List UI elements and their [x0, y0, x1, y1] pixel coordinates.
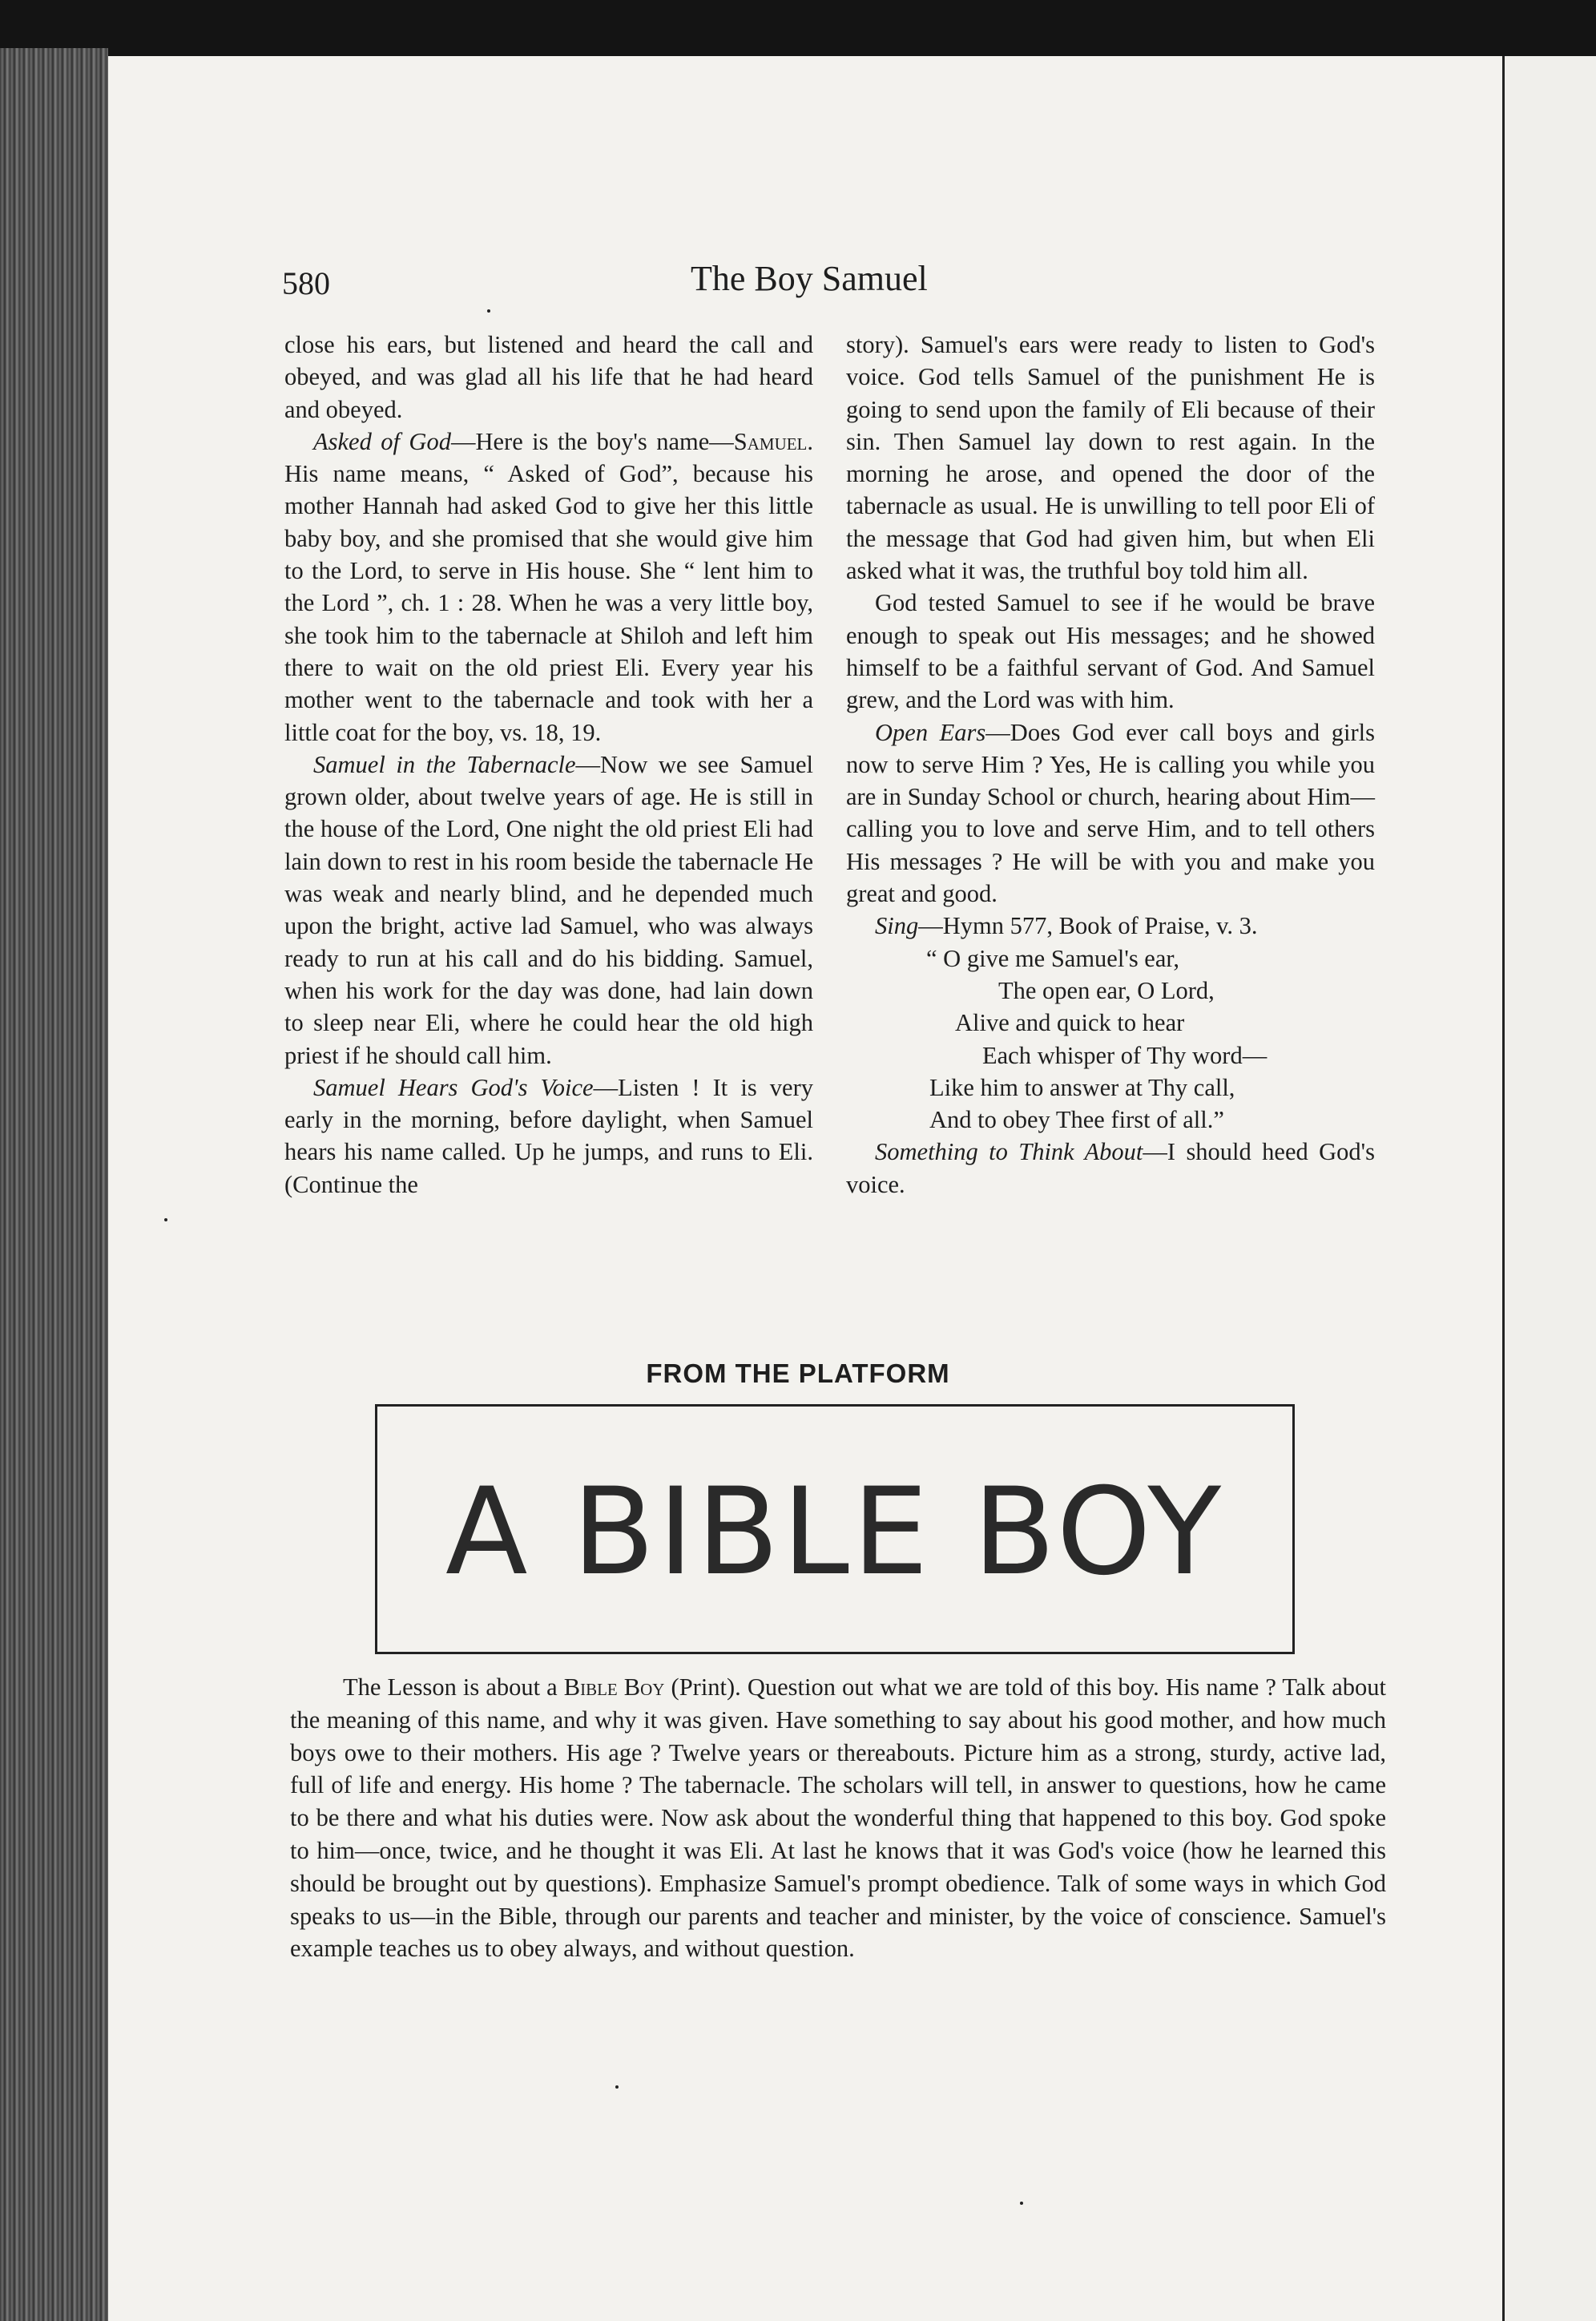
- print-speck: [1020, 2202, 1023, 2205]
- page-number: 580: [282, 265, 330, 301]
- section-heading: Open Ears: [875, 718, 986, 746]
- section-heading: Asked of God: [313, 427, 451, 455]
- bible-boy-term: Bible Boy: [563, 1673, 665, 1701]
- print-speck: [615, 2085, 619, 2089]
- paragraph: Samuel Hears God's Voice—Listen ! It is very early in the morning, before daylight, when Samuel hears his name called. Up he jumps, and runs to Eli. (Continue the: [284, 1073, 813, 1198]
- hymn-line: “ O give me Samuel's ear,: [926, 944, 1179, 972]
- paragraph: Open Ears—Does God ever call boys and girls now to serve Him ? Yes, He is calling you while you are in Sunday School or church, hearing about Him—calling you to love and serve Him, and to tell others His messages ? He will be with you and make you great and good.: [846, 718, 1376, 908]
- paragraph: Sing—Hymn 577, Book of Praise, v. 3.: [875, 912, 1258, 940]
- blackboard-box: [375, 1404, 1295, 1654]
- right-column: [846, 329, 1375, 1201]
- hymn-line: Alive and quick to hear: [955, 1009, 1185, 1037]
- hymn-line: Like him to answer at Thy call,: [929, 1073, 1235, 1101]
- hymn-line: And to obey Thee first of all.”: [929, 1106, 1224, 1134]
- section-heading: Samuel Hears God's Voice: [313, 1073, 594, 1101]
- section-heading: Something to Think About: [875, 1138, 1143, 1166]
- platform-heading: FROM THE PLATFORM: [646, 1358, 950, 1388]
- paragraph: Asked of God—Here is the boy's name—Samuel. His name means, “ Asked of God”, because his mother Hannah had asked God to give her this little baby boy, and she promised that she would give him to the Lord, to serve in His house. She “ lent him to the Lord ”, ch. 1 : 28. When he was a very little boy, she took him to the tabernacle at Shiloh and left him there to wait on the old priest Eli. Every year his mother went to the tabernacle and took with her a little coat for the boy, vs. 18, 19.: [284, 427, 814, 746]
- running-title: The Boy Samuel: [691, 259, 928, 298]
- facing-page-edge: [1502, 56, 1596, 2321]
- print-speck: [164, 1218, 167, 1221]
- paragraph: Samuel in the Tabernacle—Now we see Samuel grown older, about twelve years of age. He is still in the house of the Lord, One night the old priest Eli had lain down to rest in his room beside the tabernacle He was weak and nearly blind, and he depended much upon the bright, active lad Samuel, who was always ready to run at his call and do his bidding. Samuel, when his work for the day was done, had lain down to sleep near Eli, where he could hear the old high priest if he should call him.: [284, 750, 813, 1069]
- book-spine-edge: [0, 48, 108, 2321]
- section-heading: Samuel in the Tabernacle: [313, 750, 576, 778]
- blackboard-text: A BIBLE BOY: [445, 1463, 1225, 1602]
- print-speck: [487, 309, 490, 313]
- paragraph: Something to Think About—I should heed God's voice.: [846, 1138, 1376, 1198]
- hymn-verse: [846, 943, 1375, 1136]
- lesson-paragraph: The Lesson is about a Bible Boy (Print). Question out what we are told of this boy. His name ? Talk about the meaning of this name, and why it was given. Have something to say about his good mother, and how much boys owe to their mothers. His age ? Twelve years or thereabouts. Picture him as a strong, sturdy, active lad, full of life and energy. His home ? The tabernacle. The scholars will tell, in answer to questions, how he came to be there and what his duties were. Now ask about the wonderful thing that happened to this boy. God spoke to him—once, twice, and he thought it was Eli. At last he knows that it was God's voice (how he learned this should be brought out by questions). Emphasize Samuel's prompt obedience. Talk of some ways in which God speaks to us—in the Bible, through our parents and teacher and minister, by the voice of conscience. Samuel's example teaches us to obey always, and without question.: [290, 1673, 1386, 1963]
- hymn-line: The open ear, O Lord,: [998, 976, 1215, 1004]
- hymn-line: Each whisper of Thy word—: [982, 1041, 1268, 1069]
- paragraph: story). Samuel's ears were ready to listen to God's voice. God tells Samuel of the punishment He is going to send upon the family of Eli because of their sin. Then Samuel lay down to rest again. In the morning he arose, and opened the door of the tabernacle as usual. He is unwilling to tell poor Eli of the message that God had given him, but when Eli asked what it was, the truthful boy told him all.: [846, 331, 1375, 585]
- section-heading: Sing: [875, 912, 919, 940]
- paragraph: God tested Samuel to see if he would be brave enough to speak out His messages; and he showed himself to be a faithful servant of God. And Samuel grew, and the Lord was with him.: [846, 589, 1375, 714]
- left-column: [284, 329, 813, 1201]
- paragraph: close his ears, but listened and heard the call and obeyed, and was glad all his life that he had heard and obeyed.: [284, 331, 813, 423]
- samuel-name: Samuel.: [733, 427, 814, 455]
